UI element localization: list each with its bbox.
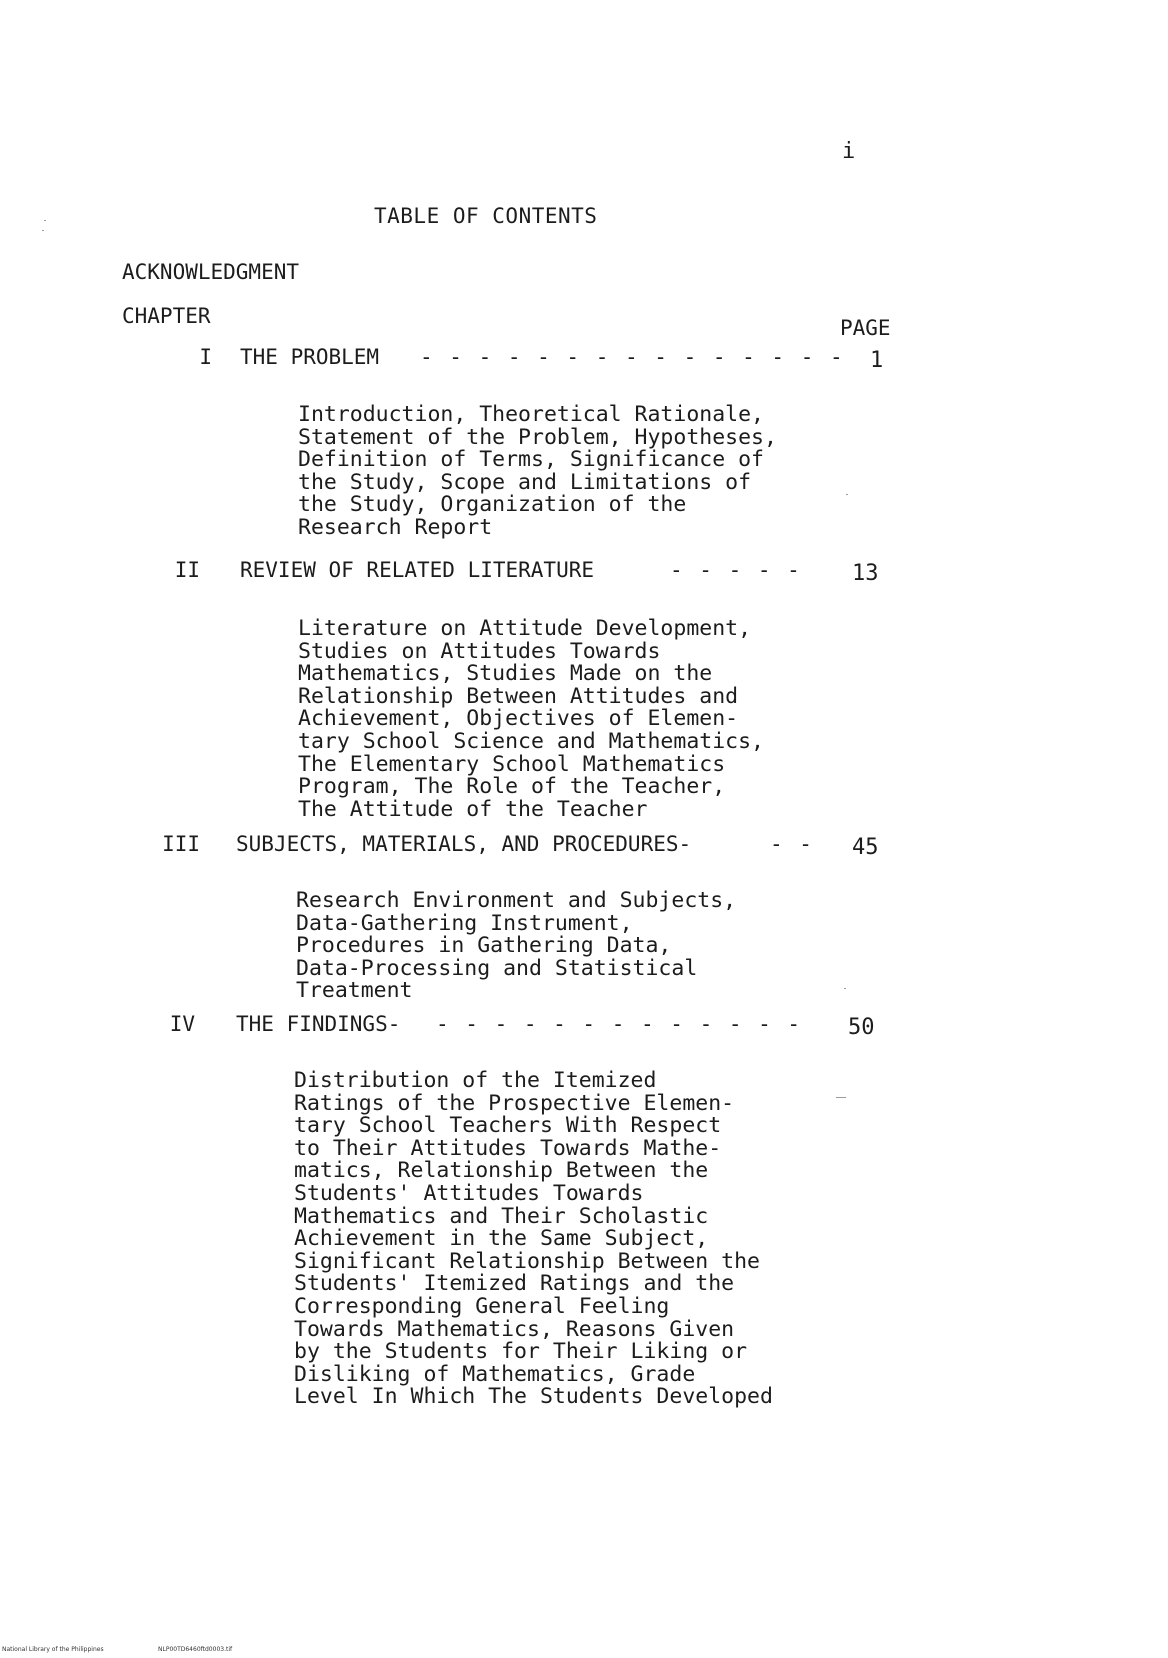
scan-speck <box>44 220 46 221</box>
chapter-page: 50 <box>848 1015 875 1040</box>
page-column-header: PAGE <box>840 316 891 340</box>
page-title: TABLE OF CONTENTS <box>374 204 598 228</box>
chapter-page: 1 <box>870 348 884 373</box>
chapter-number: IV <box>169 1012 195 1036</box>
dot-leader: - - <box>770 832 814 856</box>
dot-leader: - - - - - <box>670 558 802 582</box>
scan-speck <box>42 230 44 231</box>
chapter-description: Research Environment and Subjects, Data-Gathering Instrument, Procedures in Gathering Data, Data-Processing and Statistical Treatment <box>296 888 737 1004</box>
chapter-title: THE FINDINGS- <box>236 1012 401 1036</box>
chapter-number: III <box>162 832 200 856</box>
chapter-number: I <box>199 345 212 369</box>
scan-speck <box>846 494 848 495</box>
chapter-column-header: CHAPTER <box>122 304 211 328</box>
footer-library: National Library of the Philippines <box>2 1646 104 1653</box>
chapter-description: Distribution of the Itemized Ratings of the Prospective Elemen- tary School Teachers With Respect to Their Attitudes Towards Mathe- matics, Relationship Between the Students' Attitudes Towards Mathematics and Their Scholastic Achievement in the Same Subject, Significant Relationship Between the Students' Itemized Ratings and the Corresponding General Feeling Towards Mathematics, Reasons Given by the Students for Their Liking or Disliking of Mathematics, Grade Level In Which The Students Developed <box>294 1068 773 1410</box>
chapter-title: REVIEW OF RELATED LITERATURE <box>240 558 595 582</box>
chapter-page: 13 <box>852 561 879 586</box>
chapter-description: Literature on Attitude Development, Studies on Attitudes Towards Mathematics, Studies Made on the Relationship Between Attitudes and Achievement, Objectives of Elemen- tary School Science and Mathematics, The Elementary School Mathematics Program, The Role of the Teacher, The Attitude of the Teacher <box>298 616 764 822</box>
chapter-page: 45 <box>852 835 879 860</box>
dot-leader: - - - - - - - - - - - - - <box>436 1012 803 1036</box>
acknowledgment-entry: ACKNOWLEDGMENT <box>122 260 300 284</box>
page-number: i <box>842 139 856 164</box>
scan-speck <box>844 988 846 989</box>
dot-leader: - - - - - - - - - - - - - - - <box>420 345 845 369</box>
chapter-number: II <box>174 558 200 582</box>
scan-speck <box>836 1097 846 1098</box>
chapter-title: SUBJECTS, MATERIALS, AND PROCEDURES- <box>236 832 692 856</box>
chapter-title: THE PROBLEM <box>240 345 380 369</box>
chapter-description: Introduction, Theoretical Rationale, Statement of the Problem, Hypotheses, Definition of Terms, Significance of the Study, Scope and Limitations of the Study, Organization of the Research Report <box>298 402 777 540</box>
footer-filename: NLP00TD6460ftd0003.tif <box>158 1646 233 1653</box>
